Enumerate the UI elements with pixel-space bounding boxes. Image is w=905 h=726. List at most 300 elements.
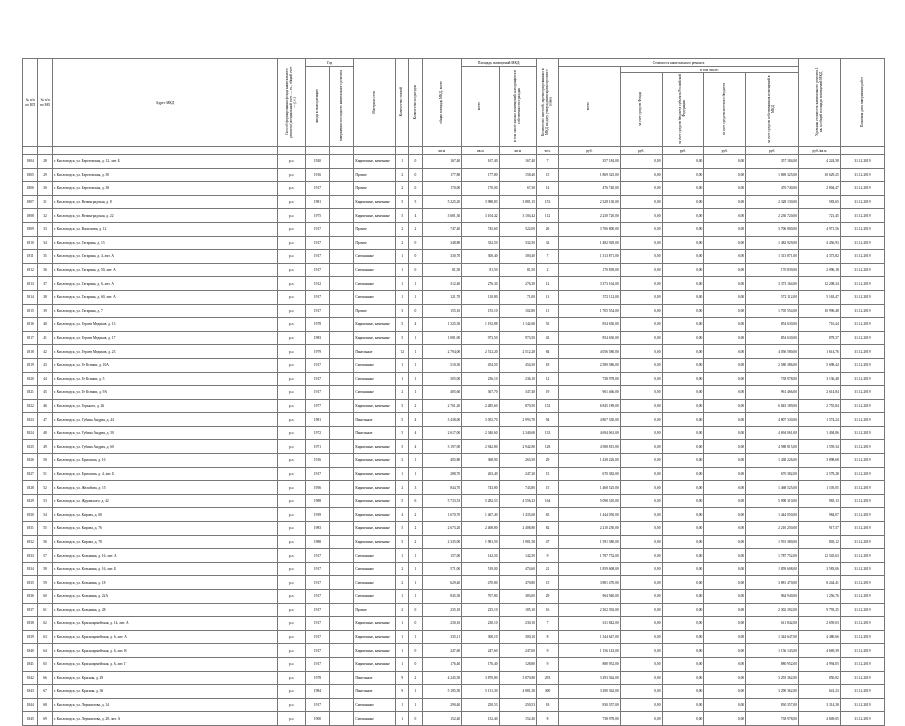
table-cell: 19 — [537, 386, 559, 400]
table-cell: 1 — [409, 372, 422, 386]
table-cell: 3 293 362,00 — [746, 671, 799, 685]
table-cell: 850,82 — [799, 671, 841, 685]
table-cell: 5 — [396, 494, 409, 508]
table-cell: г. Кисловодск, ул. Желябова, д. 15 — [52, 481, 278, 495]
table-cell: 1819 — [23, 358, 38, 372]
header-cost-federal: за счет средств бюджета субъекта Российской Федерации — [662, 73, 704, 147]
table-cell: 1824 — [23, 426, 38, 440]
table-cell: 9 793,25 — [799, 603, 841, 617]
table-cell: 0,00 — [620, 603, 662, 617]
table-cell: 0,00 — [662, 413, 704, 427]
table-cell: 357 184,00 — [559, 155, 621, 169]
table-cell: 0,00 — [662, 698, 704, 712]
table-cell: 0,00 — [620, 372, 662, 386]
table-cell: 4 694 061,00 — [746, 426, 799, 440]
table-row — [23, 467, 885, 481]
table-cell: 250,53 — [499, 698, 536, 712]
table-row — [23, 372, 885, 386]
table-cell: 1920 — [305, 155, 329, 169]
table-cell: 31.12.2019 — [840, 209, 884, 223]
table-cell: р.о. — [278, 671, 306, 685]
table-cell: 152,40 — [422, 712, 462, 726]
table-cell: 470,80 — [499, 576, 536, 590]
header-floors: Количество этажей — [396, 59, 409, 147]
table-cell: 2 210 250,00 — [559, 522, 621, 536]
table-cell: 1833 — [23, 549, 38, 563]
table-cell — [330, 290, 354, 304]
table-cell: 5 — [396, 440, 409, 454]
table-cell: 1820 — [23, 372, 38, 386]
table-cell — [330, 426, 354, 440]
table-cell: 28 — [38, 155, 52, 169]
table-cell: 1 — [396, 657, 409, 671]
table-cell: 0,00 — [620, 413, 662, 427]
table-row — [23, 277, 885, 291]
table-cell: г. Кисловодск, ул. Красная, д. 36 — [52, 685, 278, 699]
table-cell: 854 630,00 — [746, 318, 799, 332]
table-cell: р.о. — [278, 318, 306, 332]
table-cell: 2 580 386,00 — [746, 358, 799, 372]
table-cell: 5 — [396, 195, 409, 209]
table-cell: 1 468 525,00 — [559, 481, 621, 495]
table-cell: 7 — [537, 155, 559, 169]
table-cell: 5 — [396, 318, 409, 332]
table-cell: 0,00 — [704, 290, 746, 304]
table-cell: 4 373,82 — [799, 250, 841, 264]
table-cell: 1 — [396, 590, 409, 604]
table-cell — [330, 318, 354, 332]
table-cell: 3 438,00 — [422, 413, 462, 427]
table-cell: 1917 — [305, 372, 329, 386]
table-cell: 52 — [38, 481, 52, 495]
table-cell: Кирпичные, каменные — [354, 644, 396, 658]
table-cell: 1823 — [23, 413, 38, 427]
table-cell: 1972 — [305, 426, 329, 440]
table-cell: 405,80 — [422, 454, 462, 468]
table-cell: 250,53 — [462, 698, 499, 712]
table-cell: 1 591 380,00 — [746, 535, 799, 549]
table-cell: 1 — [396, 155, 409, 169]
table-cell: 3 706 800,00 — [559, 222, 621, 236]
table-cell: 2 230 720,00 — [559, 209, 621, 223]
table-cell: р.о. — [278, 304, 306, 318]
table-cell: 1 256,76 — [799, 590, 841, 604]
table-cell: г. Кисловодск, ул. Красноармейская, д. 6, лит. А — [52, 630, 278, 644]
table-cell: 8 244,41 — [799, 576, 841, 590]
table-cell: 1 — [409, 386, 422, 400]
table-cell: 3 314,38 — [799, 698, 841, 712]
table-cell: 3 706 800,00 — [746, 222, 799, 236]
table-cell: 1842 — [23, 671, 38, 685]
table-cell: 0,00 — [662, 440, 704, 454]
table-cell: 1917 — [305, 590, 329, 604]
table-cell: 31.12.2019 — [840, 263, 884, 277]
table-cell: 57 — [38, 549, 52, 563]
table-cell: 0,00 — [662, 630, 704, 644]
table-cell: 0,00 — [662, 549, 704, 563]
table-cell: 235,10 — [462, 603, 499, 617]
table-cell: р.о. — [278, 617, 306, 631]
table-cell: г. Кисловодск, ул. Красная, д. 29 — [52, 671, 278, 685]
table-cell: 1 — [396, 263, 409, 277]
table-cell: 5 — [396, 522, 409, 536]
table-cell: Кирпичные, каменные — [354, 630, 396, 644]
table-cell: 33 — [38, 222, 52, 236]
table-cell: 0,00 — [620, 481, 662, 495]
table-cell: 348,80 — [422, 236, 462, 250]
table-cell: г. Кисловодск, ул. Героев Медиков, д. 17 — [52, 331, 278, 345]
table-cell: 32 — [38, 209, 52, 223]
table-cell — [330, 168, 354, 182]
table-cell: 4 971,56 — [799, 222, 841, 236]
table-cell: 45 — [38, 386, 52, 400]
table-cell: 1977 — [305, 399, 329, 413]
table-cell: 1 482 929,00 — [559, 236, 621, 250]
table-cell: 1828 — [23, 481, 38, 495]
table-cell: 312,40 — [422, 277, 462, 291]
table-cell: Кирпичные, каменные — [354, 657, 396, 671]
table-cell: г. Кисловодск, ул. Козьмина, д. 18 — [52, 576, 278, 590]
table-cell: г. Кисловодск, ул. Горького, д. 26 — [52, 399, 278, 413]
table-cell: 0,00 — [704, 522, 746, 536]
table-row — [23, 345, 885, 359]
table-cell: 0,00 — [620, 250, 662, 264]
header-year: Год — [305, 59, 353, 67]
table-cell: Кирпичные, каменные — [354, 522, 396, 536]
table-cell: 0,00 — [704, 603, 746, 617]
table-cell: 263,50 — [499, 454, 536, 468]
table-cell: 357 184,00 — [746, 155, 799, 169]
table-cell: 3 373 164,00 — [559, 277, 621, 291]
table-cell — [330, 481, 354, 495]
table-cell: Смешанные — [354, 263, 396, 277]
table-cell: 330,70 — [422, 250, 462, 264]
table-row — [23, 535, 885, 549]
table-cell: 31.12.2019 — [840, 644, 884, 658]
table-cell: 155,10 — [462, 304, 499, 318]
table-cell: 0,00 — [620, 263, 662, 277]
table-cell: 3 583,06 — [799, 562, 841, 576]
table-cell: 1983 — [305, 522, 329, 536]
table-cell: 31.12.2019 — [840, 454, 884, 468]
table-cell: 0,00 — [704, 440, 746, 454]
table-cell: Кирпичные, каменные — [354, 494, 396, 508]
table-cell: 1 482 929,00 — [746, 236, 799, 250]
table-cell: 2 — [396, 481, 409, 495]
table-cell: 2 408,80 — [462, 522, 499, 536]
table-cell: 49 — [38, 440, 52, 454]
table-cell: 383,00 — [499, 590, 536, 604]
table-cell: 347,40 — [499, 386, 536, 400]
table-cell: Панельные — [354, 671, 396, 685]
table-cell: 170,00 — [462, 182, 499, 196]
table-cell: 0,00 — [662, 318, 704, 332]
table-cell: 1817 — [23, 331, 38, 345]
table-cell: 155,10 — [422, 304, 462, 318]
table-cell: 738 978,00 — [559, 712, 621, 726]
unit-cell: кв.м — [462, 147, 499, 155]
table-cell: 263,40 — [462, 467, 499, 481]
table-cell: 31.12.2019 — [840, 440, 884, 454]
table-cell: 1 — [409, 345, 422, 359]
table-cell: р.о. — [278, 467, 306, 481]
table-cell: 152 — [537, 399, 559, 413]
table-cell: 854 630,00 — [559, 318, 621, 332]
table-cell: 2 096,18 — [799, 263, 841, 277]
table-cell: 31.12.2019 — [840, 304, 884, 318]
table-cell: Панельные — [354, 345, 396, 359]
table-cell: 3 988,83 — [462, 195, 499, 209]
table-cell: 4 245,50 — [422, 671, 462, 685]
table-row — [23, 386, 885, 400]
table-cell: 2 578,28 — [799, 467, 841, 481]
table-cell: 1 670,70 — [422, 508, 462, 522]
table-cell: 2 — [396, 236, 409, 250]
table-cell — [330, 413, 354, 427]
table-cell: 0,00 — [662, 386, 704, 400]
table-cell: 0,00 — [704, 209, 746, 223]
table-cell: Смешанные — [354, 250, 396, 264]
table-cell: 40 — [38, 318, 52, 332]
table-cell: 14 — [537, 182, 559, 196]
table-cell: 1839 — [23, 630, 38, 644]
table-cell: 31.12.2019 — [840, 508, 884, 522]
table-row — [23, 250, 885, 264]
table-cell: 2 804,47 — [799, 182, 841, 196]
table-cell: 1 438 226,00 — [746, 454, 799, 468]
table-cell: 0,00 — [662, 671, 704, 685]
table-cell: 641,23 — [799, 685, 841, 699]
table-cell: 1 344 647,00 — [559, 630, 621, 644]
table-cell: 4 224,58 — [799, 155, 841, 169]
table-cell: 0,00 — [662, 644, 704, 658]
table-cell: 1 494,86 — [799, 426, 841, 440]
table-cell: 12 — [396, 345, 409, 359]
table-cell: Смешанные — [354, 372, 396, 386]
header-total-area: общая площадь МКД, всего — [422, 59, 462, 147]
table-cell: р.о. — [278, 386, 306, 400]
table-cell: 31.12.2019 — [840, 399, 884, 413]
table-cell: 4 480,66 — [799, 630, 841, 644]
table-cell: 1 981,50 — [462, 535, 499, 549]
table-cell: 2 — [396, 182, 409, 196]
unit-cell: кв.м — [422, 147, 462, 155]
table-cell: 94 — [537, 413, 559, 427]
table-cell: 48 — [38, 426, 52, 440]
table-cell: 1840 — [23, 644, 38, 658]
table-cell: 0,00 — [620, 386, 662, 400]
table-cell: 965,13 — [799, 494, 841, 508]
table-cell: 0,00 — [620, 195, 662, 209]
table-row — [23, 617, 885, 631]
table-cell: 0,00 — [704, 467, 746, 481]
table-cell — [330, 236, 354, 250]
table-cell: 1 435,60 — [499, 508, 536, 522]
table-cell: 5 282,53 — [462, 494, 499, 508]
table-cell: 0,00 — [662, 277, 704, 291]
table-cell: 1813 — [23, 277, 38, 291]
table-cell: 29 — [537, 590, 559, 604]
table-cell: 34 — [38, 236, 52, 250]
table-cell: 629,40 — [422, 576, 462, 590]
table-cell: 2 614,84 — [799, 386, 841, 400]
table-cell: 1 — [409, 277, 422, 291]
table-cell: 59 — [38, 576, 52, 590]
table-cell: 51 — [38, 467, 52, 481]
table-cell: 3 — [396, 454, 409, 468]
table-cell — [330, 454, 354, 468]
table-cell: 3 373 164,00 — [746, 277, 799, 291]
table-cell: 0,00 — [704, 277, 746, 291]
table-cell: 2 942,80 — [462, 440, 499, 454]
table-cell: 0,00 — [620, 290, 662, 304]
table-cell: г. Кисловодск, ул. Васильева, д. 12 — [52, 222, 278, 236]
table-cell: 5 131,30 — [462, 685, 499, 699]
table-cell: 1 142,60 — [499, 318, 536, 332]
table-cell: 0,00 — [662, 155, 704, 169]
table-cell: 1 — [409, 467, 422, 481]
table-row — [23, 494, 885, 508]
table-cell: г. Кисловодск, ул. Козьмина, д. 28 — [52, 603, 278, 617]
table-cell: 1 — [409, 454, 422, 468]
table-cell: Смешанные — [354, 386, 396, 400]
table-cell: Прочие — [354, 603, 396, 617]
table-cell: 1981 — [305, 195, 329, 209]
table-cell: 1 787 752,00 — [746, 549, 799, 563]
table-cell: 0,00 — [704, 549, 746, 563]
table-cell: 0,00 — [620, 236, 662, 250]
header-area: Площадь помещений МКД: — [462, 59, 537, 67]
table-cell: 2 993,70 — [499, 413, 536, 427]
table-cell: 1917 — [305, 644, 329, 658]
table-cell: 0,00 — [620, 168, 662, 182]
table-cell: р.о. — [278, 630, 306, 644]
table-row — [23, 685, 885, 699]
table-cell: г. Кисловодск, ул. Козьмина, д. 22А — [52, 590, 278, 604]
table-cell: 0,00 — [704, 562, 746, 576]
table-cell: 0,00 — [704, 712, 746, 726]
table-cell: 31.12.2019 — [840, 590, 884, 604]
table-cell: р.о. — [278, 481, 306, 495]
table-cell: 1917 — [305, 657, 329, 671]
table-cell: 5 225,20 — [422, 195, 462, 209]
table-cell: 65 — [38, 657, 52, 671]
table-cell: 0,00 — [620, 331, 662, 345]
table-cell: 2 408,80 — [499, 522, 536, 536]
table-cell: 4 — [409, 413, 422, 427]
table-row — [23, 549, 885, 563]
table-cell: 31.12.2019 — [840, 318, 884, 332]
table-cell: Кирпичные, каменные — [354, 195, 396, 209]
table-cell: 964 940,00 — [559, 590, 621, 604]
table-cell: 31.12.2019 — [840, 155, 884, 169]
table-cell: 1917 — [305, 698, 329, 712]
header-cost-municipal: за счет средств местного бюджета — [704, 73, 746, 147]
table-cell: г. Кисловодск, ул. Ге Ксении, д. 9А — [52, 386, 278, 400]
table-cell: 0,00 — [704, 331, 746, 345]
table-cell: 2 512,20 — [499, 345, 536, 359]
table-cell: 1975 — [305, 209, 329, 223]
table-cell: 31.12.2019 — [840, 630, 884, 644]
table-row — [23, 712, 885, 726]
table-cell: 31.12.2019 — [840, 236, 884, 250]
table-cell: 745,60 — [462, 222, 499, 236]
table-cell: 153 — [537, 195, 559, 209]
table-cell: 46 — [38, 399, 52, 413]
table-cell: р.о. — [278, 263, 306, 277]
table-cell: 31.12.2019 — [840, 290, 884, 304]
table-cell — [330, 617, 354, 631]
table-cell: 1805 — [23, 168, 38, 182]
table-cell — [330, 467, 354, 481]
table-cell: 3 293 362,00 — [559, 671, 621, 685]
table-cell: Кирпичные, каменные — [354, 318, 396, 332]
table-cell: 854 630,00 — [746, 331, 799, 345]
table-cell: р.о. — [278, 250, 306, 264]
table-cell: 5 098 310,00 — [559, 494, 621, 508]
table-cell: р.о. — [278, 372, 306, 386]
table-cell: Смешанные — [354, 698, 396, 712]
table-cell: 1807 — [23, 195, 38, 209]
table-row — [23, 454, 885, 468]
table-cell: 0,00 — [704, 182, 746, 196]
table-cell: 1 614,76 — [799, 345, 841, 359]
table-cell: 2 210 250,00 — [746, 522, 799, 536]
table-cell: 47 — [537, 535, 559, 549]
table-cell: 170 839,00 — [746, 263, 799, 277]
table-cell: 44 — [38, 372, 52, 386]
table-cell: 1917 — [305, 603, 329, 617]
table-cell: 4 — [409, 209, 422, 223]
table-cell: 1 — [409, 290, 422, 304]
table-cell: г. Кисловодск, ул. Гагарина, д. 50, лит. А — [52, 263, 278, 277]
table-cell: р.о. — [278, 358, 306, 372]
table-cell: 716,44 — [799, 318, 841, 332]
table-cell: 4 056 580,00 — [746, 345, 799, 359]
table-cell: 36 — [38, 263, 52, 277]
table-cell: 0,00 — [662, 522, 704, 536]
table-cell: 1916 — [305, 454, 329, 468]
table-cell: Кирпичные, каменные — [354, 467, 396, 481]
table-row — [23, 698, 885, 712]
table-cell: 367,70 — [462, 386, 499, 400]
table-cell: 31.12.2019 — [840, 467, 884, 481]
table-cell: 102,80 — [499, 304, 536, 318]
unit-cell: чел. — [537, 147, 559, 155]
table-cell: 1 467,40 — [462, 508, 499, 522]
table-cell: 0,00 — [662, 222, 704, 236]
header-nonres: Количество жителей, зарегистрированных в МКД на дату утверждения краткосрочного плана — [537, 59, 559, 147]
table-cell: 844,70 — [422, 481, 462, 495]
table-cell: 476 740,00 — [746, 182, 799, 196]
table-cell: г. Кисловодск, ул. Красноармейская, д. 6, лит. Г — [52, 657, 278, 671]
table-cell: 11 — [537, 290, 559, 304]
table-cell: 2 — [396, 603, 409, 617]
header-no-mo: № п/п по МО — [38, 59, 52, 147]
table-cell: Прочие — [354, 304, 396, 318]
table-cell: 1 705 554,00 — [746, 304, 799, 318]
table-cell: 4 849,05 — [799, 712, 841, 726]
table-cell: 0 — [409, 236, 422, 250]
table-cell: Прочие — [354, 168, 396, 182]
table-cell: 235,10 — [422, 603, 462, 617]
table-cell: г. Кисловодск, ул. Кирова, д. 76 — [52, 522, 278, 536]
table-row — [23, 222, 885, 236]
table-cell: 2 — [396, 222, 409, 236]
table-cell: 0,00 — [620, 399, 662, 413]
table-cell: 31.12.2019 — [840, 182, 884, 196]
table-cell — [330, 603, 354, 617]
